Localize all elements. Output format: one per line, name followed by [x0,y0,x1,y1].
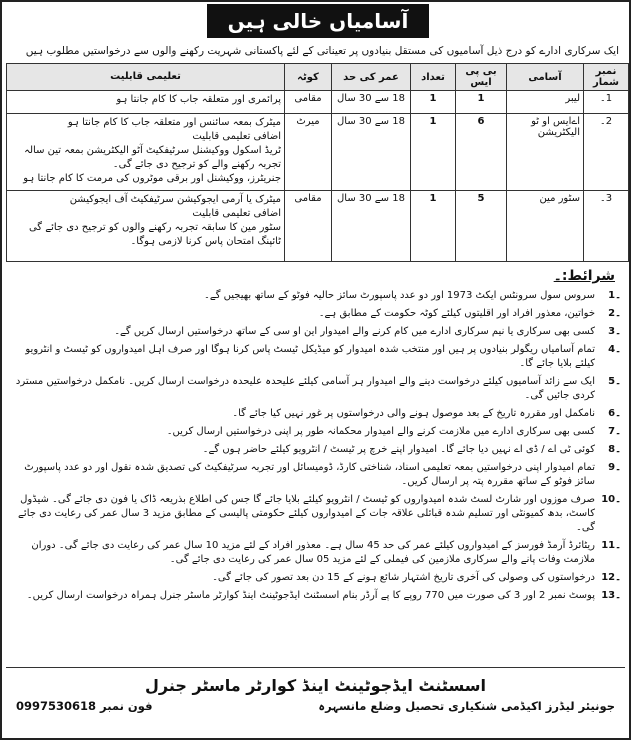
condition-number: 12۔ [601,572,621,583]
address: جونیئر لیڈرز اکیڈمی شنکیاری تحصیل وضلع مانسہرہ [318,699,615,713]
condition-number: 13۔ [601,590,621,601]
list-item [10,461,621,489]
condition-text: صرف موزوں اور شارٹ لسٹ شدہ امیدواروں کو ٹیسٹ / انٹرویو کیلئے بلایا جائے گا جس کی اطلاع بذریعہ ڈاک یا فون دی جائے گی۔ شیڈول کاسٹ، بدھ کمیونٹی اور تسلیم شدہ قبائلی علاقہ جات کے امیدواروں کیلئے حکومتی پالیسی کے مطابق مزید 3 سال عمر کی رعایت دی جائے گی۔ [18,494,595,533]
condition-number: 1۔ [608,290,621,301]
issuing-authority: اسسٹنٹ ایڈجوٹینٹ اینڈ کوارٹر ماسٹر جنرل [145,676,486,695]
cell-post: سٹور مین [507,191,584,262]
cell-qualification [7,91,285,114]
cell-sr: 2۔ [584,114,629,191]
condition-number: 2۔ [608,308,621,319]
list-item [10,375,621,403]
cell-bps: 5 [456,191,507,262]
qualification-line: جنریٹرز، ووکیشنل اور برقی موٹروں کی مرمت کا کام جانتا ہو [23,173,281,184]
list-item [10,343,621,371]
intro-text: ایک سرکاری ادارے کو درج ذیل آسامیوں کی مستقل بنیادوں پر تعیناتی کے لئے پاکستانی شہریت رکھنے والوں سے درخواستیں مطلوب ہیں [25,45,619,57]
cell-qualification [7,191,285,262]
cell-sr: 3۔ [584,191,629,262]
condition-number: 5۔ [608,376,621,387]
condition-number: 3۔ [608,326,621,337]
table-header-row [7,64,629,91]
qualification-line: میٹرک یا آرمی ایجوکیشن سرٹیفکیٹ آف ایجوکیشن [69,194,281,205]
condition-text: کسی بھی سرکاری یا نیم سرکاری ادارے میں کام کرنے والے امیدوار این او سی کے ساتھ درخواستیں ارسال کریں گے۔ [114,326,595,337]
header-bps: بی پی ایس [456,64,507,91]
cell-age: 18 سے 30 سال [332,191,411,262]
qualification-line: ٹریڈ اسکول ووکیشنل سرٹیفکیٹ آٹو الیکٹریشن بمعہ تین سالہ تجربہ رکھنے والے کو ترجیح دی جائے گی۔ [24,145,281,170]
condition-text: کوئی ٹی اے / ڈی اے نہیں دیا جائے گا۔ امیدوار اپنے خرچ پر ٹیسٹ / انٹرویو کیلئے حاضر ہوں گے۔ [202,444,595,455]
condition-number: 9۔ [608,462,621,473]
condition-text: تمام آسامیاں ریگولر بنیادوں پر ہیں اور منتخب شدہ امیدوار کو میڈیکل ٹیسٹ پاس کرنا ہوگا اور صرف اہل امیدواروں کو ٹیسٹ و انٹرویو کیلئے بلایا جائے گا۔ [25,344,595,369]
table-row [7,114,629,191]
phone-number: 0997530618 [16,699,97,713]
cell-qty: 1 [411,91,456,114]
footer-address-row [6,695,625,713]
condition-text: پوسٹ نمبر 2 اور 3 کی صورت میں 770 روپے کا پے آرڈر بنام اسسٹنٹ ایڈجوٹینٹ اینڈ کوارٹر ماسٹر جنرل ہمراہ درخواست ارسال کریں۔ [26,590,595,601]
condition-number: 8۔ [608,444,621,455]
qualification-line: سٹور مین کا سابقہ تجربہ رکھنے والوں کو ترجیح دی جائے گی ٹائپنگ امتحان پاس کرنا لازمی ہوگا۔ [28,222,281,247]
condition-text: ایک سے زائد آسامیوں کیلئے درخواست دینے والے امیدوار ہر آسامی کیلئے علیحدہ علیحدہ درخواست ارسال کریں۔ نامکمل درخواستیں مسترد کردی جائیں گی۔ [15,376,595,401]
condition-text: درخواستوں کی وصولی کی آخری تاریخ اشتہار شائع ہونے کے 15 دن بعد تصور کی جائے گی۔ [212,572,595,583]
condition-text: خواتین، معذور افراد اور اقلیتوں کیلئے کوٹہ حکومت کے مطابق ہے۔ [318,308,595,319]
header-sr: نمبر شمار [584,64,629,91]
cell-age: 18 سے 30 سال [332,114,411,191]
qualification-line: پرائمری اور متعلقہ جاب کا کام جانتا ہو [116,94,281,105]
list-item [10,425,621,439]
qualification-line: میٹرک بمعہ سائنس اور متعلقہ جاب کا کام جانتا ہو [67,117,281,128]
cell-bps: 1 [456,91,507,114]
condition-text: ریٹائرڈ آرمڈ فورسز کے امیدواروں کیلئے عمر کی حد 45 سال ہے۔ معذور افراد کے لئے مزید 10 سال عمر کی رعایت دی جائے گی۔ دوران ملازمت وفات پانے والے سرکاری ملازمین کی فیملی کے لئے مزید 05 سال عمر کی رعایت دی جائے گی۔ [31,540,595,565]
cell-sr: 1۔ [584,91,629,114]
condition-text: سروس سول سرونٹس ایکٹ 1973 اور دو عدد پاسپورٹ سائز حالیہ فوٹو کے ساتھ بھیجیں گے۔ [204,290,595,301]
qualification-line: اضافی تعلیمی قابلیت [192,131,281,142]
condition-number: 7۔ [608,426,621,437]
table-row [7,91,629,114]
list-item [10,539,621,567]
condition-number: 4۔ [608,344,621,355]
header-quota: کوٹہ [285,64,332,91]
list-item [10,289,621,303]
cell-qualification [7,114,285,191]
condition-number: 6۔ [608,408,621,419]
condition-text: نامکمل اور مقررہ تاریخ کے بعد موصول ہونے والی درخواستوں پر غور نہیں کیا جائے گا۔ [232,408,595,419]
list-item [10,443,621,457]
list-item [10,325,621,339]
header-qty: تعداد [411,64,456,91]
condition-text: تمام امیدوار اپنی درخواستیں بمعہ تعلیمی اسناد، شناختی کارڈ، ڈومیسائل اور تجربہ سرٹیفکیٹ کی تصدیق شدہ نقول اور دو عدد پاسپورٹ سائز فوٹو کے ساتھ مقررہ پتہ پر ارسال کریں۔ [24,462,595,487]
cell-post: اےایس او ٹو الیکٹریشن [507,114,584,191]
cell-age: 18 سے 30 سال [332,91,411,114]
condition-number: 10۔ [601,494,621,505]
cell-quota: مقامی [285,191,332,262]
conditions-list [10,289,621,607]
list-item [10,571,621,585]
cell-quota: مقامی [285,91,332,114]
footer [6,667,625,734]
condition-text: کسی بھی سرکاری ادارے میں ملازمت کرنے والے امیدوار محکمانہ طور پر اپنی درخواستیں ارسال کریں۔ [166,426,595,437]
header-qualification: تعلیمی قابلیت [7,64,285,91]
conditions-heading: شرائط:۔ [553,268,615,284]
phone-label: فون نمبر [100,699,153,713]
condition-number: 11۔ [601,540,621,551]
cell-post: لیبر [507,91,584,114]
cell-bps: 6 [456,114,507,191]
qualification-line: اضافی تعلیمی قابلیت [192,208,281,219]
vacancy-table [6,63,629,262]
header-age: عمر کی حد [332,64,411,91]
cell-qty: 1 [411,114,456,191]
list-item [10,407,621,421]
list-item [10,307,621,321]
header-post: آسامی [507,64,584,91]
list-item [10,589,621,603]
table-row [7,191,629,262]
list-item [10,493,621,535]
ad-title: آسامیاں خالی ہیں [207,4,429,38]
phone-group [16,699,152,713]
cell-quota: میرٹ [285,114,332,191]
cell-qty: 1 [411,191,456,262]
